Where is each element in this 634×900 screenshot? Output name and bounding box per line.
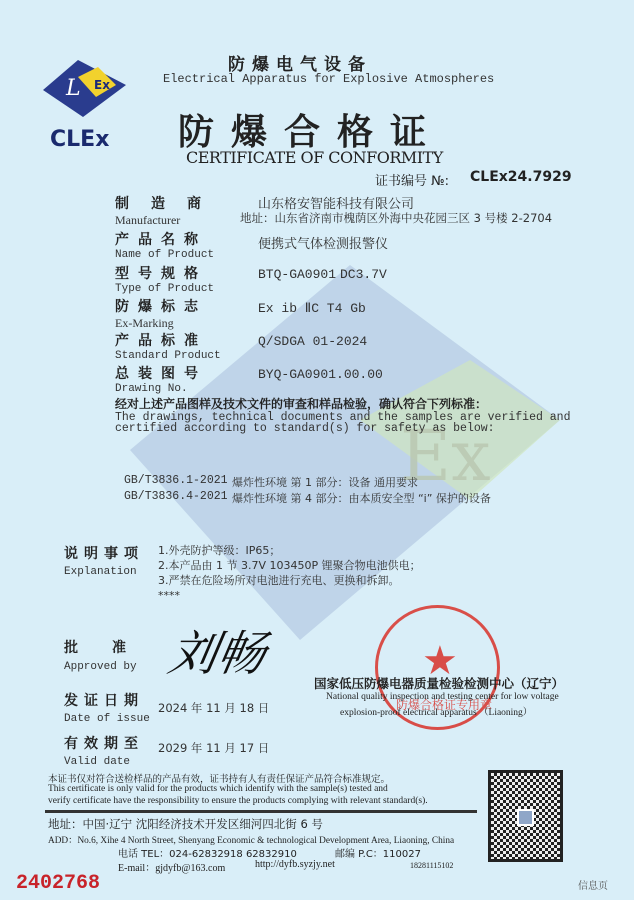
- explanation-item: ****: [158, 589, 180, 602]
- signature-text: 刘畅: [164, 626, 271, 682]
- explanation-label: [64, 543, 144, 578]
- field-ex-marking: [115, 296, 207, 331]
- label-cn: 发证日期: [64, 693, 144, 709]
- valid-date-value: 2029 年 11 月 17 日: [158, 741, 270, 755]
- field-type: [115, 263, 214, 295]
- cert-no-label: 证书编号 №:: [375, 174, 450, 189]
- label-en: Drawing No.: [115, 383, 188, 395]
- svg-text:Ex: Ex: [94, 78, 110, 92]
- svg-text:L: L: [66, 76, 81, 101]
- header-title-en: Electrical Apparatus for Explosive Atmospheres: [163, 72, 495, 86]
- explanation-item: 1.外壳防护等级：IP65；: [158, 544, 281, 557]
- footer-email: E-mail：gjdyfb@163.com: [118, 863, 226, 874]
- official-stamp: ★ 防爆合格证专用章: [375, 605, 500, 730]
- label-en: Ex-Marking: [115, 316, 174, 330]
- voltage-value: DC3.7V: [340, 267, 387, 282]
- label-cn: 产品标准: [115, 333, 207, 349]
- standard-value: Q/SDGA 01-2024: [258, 334, 368, 349]
- footer-tel: 电话 TEL：024-62832918 62832910: [118, 849, 297, 860]
- explanation-items: [158, 543, 421, 603]
- qr-code: [488, 770, 563, 862]
- verification-en-1: The drawings, technical documents and the samples are verified and: [115, 411, 571, 424]
- field-manufacturer: [115, 193, 223, 228]
- standard-desc-1: 爆炸性环境 第 1 部分：设备 通用要求: [232, 476, 418, 489]
- footer-website: http://dyfb.syzjy.net: [255, 859, 335, 870]
- ex-marking-value: Ex ib ⅡC T4 Gb: [258, 301, 366, 316]
- footer-address-cn: 地址：中国·辽宁 沈阳经济技术开发区细河四北街 6 号: [48, 817, 323, 831]
- footer-address-en: ADD：No.6, Xihe 4 North Street, Shenyang Economic & technological Development Area, Liaoning, China: [48, 836, 455, 846]
- footer-note-cn: 本证书仅对符合送检样品的产品有效，证书持有人有责任保证产品符合标准规定。: [48, 774, 391, 785]
- field-drawing-no: [115, 363, 207, 395]
- manufacturer-address: 地址：山东省济南市槐荫区外海中央花园三区 3 号楼 2-2704: [240, 211, 553, 225]
- issue-date-label: [64, 690, 150, 725]
- svg-text:Ex: Ex: [400, 415, 491, 497]
- label-cn: 有效期至: [64, 736, 144, 752]
- serial-number: 2402768: [16, 872, 101, 895]
- label-en: Name of Product: [115, 249, 215, 261]
- manufacturer-value: 山东格安智能科技有限公司: [258, 197, 415, 212]
- authority-cn: 国家低压防爆电器质量检验检测中心（辽宁）: [314, 676, 565, 691]
- authority-en-2: explosion-proof electrical apparatus （Liaoning）: [340, 708, 533, 718]
- page-tag: 信息页: [578, 881, 608, 892]
- standard-desc-2: 爆炸性环境 第 4 部分：由本质安全型 “i” 保护的设备: [232, 492, 491, 505]
- label-cn: 制造商: [115, 196, 223, 212]
- clex-logo: [38, 55, 133, 152]
- page-title: 防爆合格证: [178, 112, 444, 153]
- standard-code-2: GB/T3836.4-2021: [124, 490, 228, 503]
- explanation-item: 2.本产品由 1 节 3.7V 103450P 锂聚合物电池供电；: [158, 559, 421, 572]
- signature: [164, 615, 272, 684]
- label-en: Type of Product: [115, 283, 215, 295]
- label-cn: 产品名称: [115, 232, 207, 248]
- label-cn: 说明事项: [64, 546, 144, 562]
- logo-text: CLEx: [50, 127, 110, 152]
- verification-cn: 经对上述产品图样及技术文件的审查和样品检验，确认符合下列标准：: [115, 397, 488, 411]
- verification-en-2: certified according to standard(s) for safety as below:: [115, 422, 495, 435]
- label-en: Standard Product: [115, 350, 221, 362]
- label-en: Valid date: [64, 756, 131, 768]
- field-standard: [115, 330, 221, 362]
- standard-code-1: GB/T3836.1-2021: [124, 474, 228, 487]
- label-cn: 型号规格: [115, 266, 207, 282]
- footer-divider: [45, 810, 477, 813]
- footer-note-en-2: verify certificate have the responsibility to ensure the products complying with relevant standard(s).: [48, 796, 428, 806]
- type-value: BTQ-GA0901: [258, 267, 337, 282]
- drawing-no-value: BYQ-GA0901.00.00: [258, 367, 383, 382]
- label-cn: 防爆标志: [115, 299, 207, 315]
- footer-postcode: 邮编 P.C：110027: [335, 849, 421, 860]
- cert-no-value: CLEx24.7929: [470, 169, 572, 185]
- footer-code: 18281115102: [410, 861, 454, 870]
- label-en: Date of issue: [64, 713, 150, 725]
- field-product-name: [115, 229, 214, 261]
- issue-date-value: 2024 年 11 月 18 日: [158, 701, 270, 715]
- valid-date-label: [64, 733, 144, 768]
- label-en: Manufacturer: [115, 213, 181, 227]
- label-cn: 总装图号: [115, 366, 207, 382]
- label-en: Explanation: [64, 566, 137, 578]
- footer-note-en-1: This certificate is only valid for the products which identify with the sample(s) tested and: [48, 784, 388, 794]
- label-en: Approved by: [64, 661, 137, 673]
- product-name-value: 便携式气体检测报警仪: [258, 237, 389, 252]
- authority-en-1: National quality inspection and testing center for low voltage: [326, 692, 559, 702]
- page-title-en: CERTIFICATE OF CONFORMITY: [186, 148, 443, 167]
- label-cn: 批准: [64, 640, 160, 656]
- stamp-text: 防爆合格证专用章: [396, 698, 493, 712]
- explanation-item: 3.严禁在危险场所对电池进行充电、更换和拆卸。: [158, 574, 400, 587]
- header-title-cn: 防爆电气设备: [228, 55, 372, 75]
- approved-by-label: [64, 637, 160, 673]
